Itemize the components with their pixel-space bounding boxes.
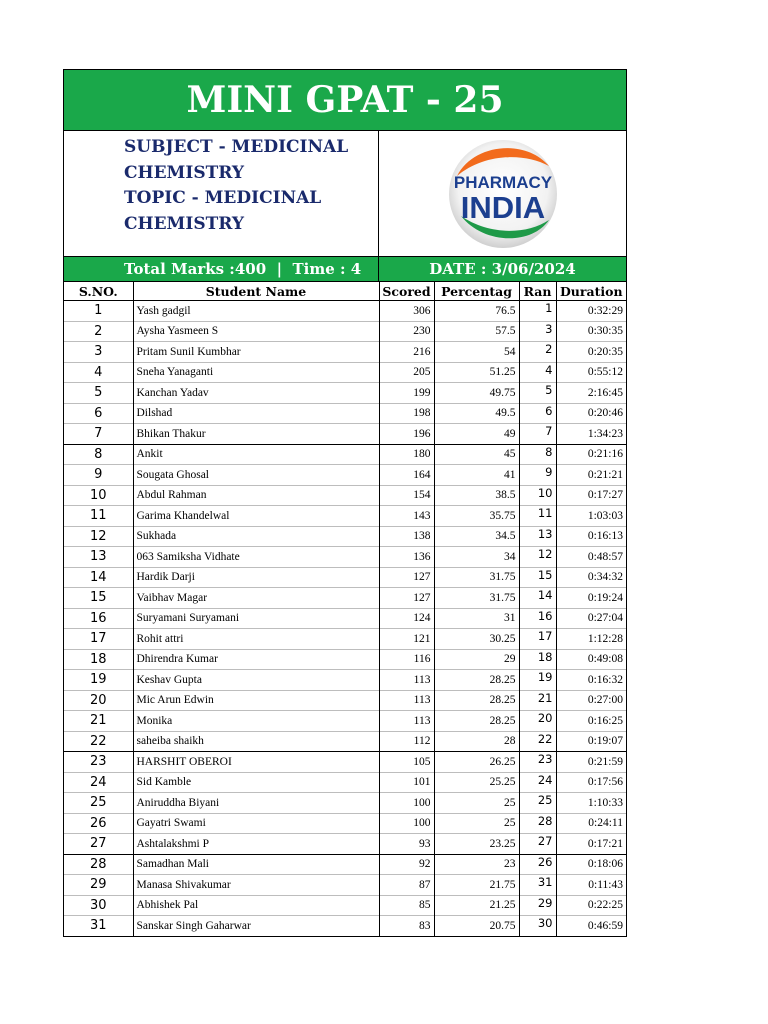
col-header-scored: Scored (379, 282, 434, 301)
subject-line: SUBJECT - MEDICINAL (124, 137, 349, 157)
cell-rank: 15 (519, 567, 556, 588)
cell-duration: 0:11:43 (556, 875, 626, 896)
meta-bar (64, 257, 626, 282)
topic-line: TOPIC - MEDICINAL (124, 188, 322, 208)
cell-duration: 0:16:32 (556, 670, 626, 691)
col-header-sno: S.NO. (64, 282, 133, 301)
cell-percentage: 34.5 (434, 526, 519, 547)
cell-rank: 30 (519, 916, 556, 936)
cell-percentage: 23.25 (434, 834, 519, 855)
cell-rank: 31 (519, 875, 556, 896)
cell-percentage: 38.5 (434, 485, 519, 506)
table-row (64, 403, 626, 424)
table-header-row (64, 282, 626, 301)
cell-student-name: Samadhan Mali (133, 854, 379, 875)
cell-sno: 28 (64, 854, 133, 875)
cell-rank: 12 (519, 547, 556, 568)
cell-student-name: Abhishek Pal (133, 895, 379, 916)
cell-duration: 0:27:00 (556, 690, 626, 711)
cell-rank: 13 (519, 526, 556, 547)
table-row (64, 731, 626, 752)
cell-duration: 0:22:25 (556, 895, 626, 916)
table-row (64, 444, 626, 465)
cell-percentage: 41 (434, 465, 519, 486)
sheet-title: MINI GPAT - 25 (64, 70, 626, 131)
table-row (64, 834, 626, 855)
cell-rank: 7 (519, 424, 556, 445)
cell-student-name: Vaibhav Magar (133, 588, 379, 609)
marks-time-label: Total Marks :400 | Time : 4 (64, 257, 379, 281)
cell-student-name: Garima Khandelwal (133, 506, 379, 527)
cell-rank: 22 (519, 731, 556, 752)
cell-sno: 5 (64, 383, 133, 404)
cell-percentage: 28.25 (434, 690, 519, 711)
cell-student-name: Bhikan Thakur (133, 424, 379, 445)
info-section (64, 131, 626, 257)
cell-rank: 1 (519, 301, 556, 322)
cell-rank: 19 (519, 670, 556, 691)
cell-student-name: Sukhada (133, 526, 379, 547)
cell-duration: 0:20:46 (556, 403, 626, 424)
cell-percentage: 51.25 (434, 362, 519, 383)
cell-percentage: 23 (434, 854, 519, 875)
cell-sno: 20 (64, 690, 133, 711)
cell-percentage: 49.5 (434, 403, 519, 424)
cell-duration: 0:21:21 (556, 465, 626, 486)
cell-duration: 0:34:32 (556, 567, 626, 588)
cell-sno: 25 (64, 793, 133, 814)
cell-duration: 0:17:27 (556, 485, 626, 506)
table-row (64, 649, 626, 670)
cell-scored: 85 (379, 895, 434, 916)
cell-scored: 112 (379, 731, 434, 752)
cell-student-name: Ashtalakshmi P (133, 834, 379, 855)
cell-student-name: Manasa Shivakumar (133, 875, 379, 896)
cell-scored: 230 (379, 321, 434, 342)
cell-student-name: Aniruddha Biyani (133, 793, 379, 814)
table-row (64, 608, 626, 629)
cell-student-name: Keshav Gupta (133, 670, 379, 691)
cell-sno: 26 (64, 813, 133, 834)
cell-sno: 10 (64, 485, 133, 506)
cell-sno: 4 (64, 362, 133, 383)
cell-percentage: 34 (434, 547, 519, 568)
table-row (64, 526, 626, 547)
cell-sno: 7 (64, 424, 133, 445)
cell-student-name: Dilshad (133, 403, 379, 424)
cell-scored: 216 (379, 342, 434, 363)
cell-student-name: Abdul Rahman (133, 485, 379, 506)
cell-scored: 116 (379, 649, 434, 670)
cell-scored: 113 (379, 670, 434, 691)
table-row (64, 895, 626, 916)
cell-sno: 19 (64, 670, 133, 691)
table-row (64, 506, 626, 527)
cell-rank: 20 (519, 711, 556, 732)
logo-text-india: INDIA (460, 189, 545, 225)
table-row (64, 342, 626, 363)
cell-percentage: 57.5 (434, 321, 519, 342)
cell-student-name: Sanskar Singh Gaharwar (133, 916, 379, 936)
table-row (64, 383, 626, 404)
cell-rank: 25 (519, 793, 556, 814)
cell-rank: 26 (519, 854, 556, 875)
cell-duration: 1:03:03 (556, 506, 626, 527)
table-row (64, 875, 626, 896)
table-row (64, 301, 626, 322)
cell-duration: 0:19:24 (556, 588, 626, 609)
cell-percentage: 76.5 (434, 301, 519, 322)
cell-scored: 199 (379, 383, 434, 404)
table-row (64, 752, 626, 773)
cell-percentage: 21.25 (434, 895, 519, 916)
table-row (64, 854, 626, 875)
cell-sno: 27 (64, 834, 133, 855)
logo-cell (379, 131, 626, 256)
cell-sno: 8 (64, 444, 133, 465)
cell-duration: 0:16:25 (556, 711, 626, 732)
cell-scored: 154 (379, 485, 434, 506)
cell-percentage: 26.25 (434, 752, 519, 773)
cell-scored: 100 (379, 793, 434, 814)
cell-student-name: Gayatri Swami (133, 813, 379, 834)
cell-rank: 29 (519, 895, 556, 916)
cell-student-name: 063 Samiksha Vidhate (133, 547, 379, 568)
cell-sno: 1 (64, 301, 133, 322)
cell-sno: 23 (64, 752, 133, 773)
logo-text-pharmacy: PHARMACY (453, 172, 552, 192)
cell-percentage: 49 (434, 424, 519, 445)
table-row (64, 321, 626, 342)
cell-rank: 11 (519, 506, 556, 527)
cell-sno: 21 (64, 711, 133, 732)
cell-student-name: Pritam Sunil Kumbhar (133, 342, 379, 363)
table-row (64, 362, 626, 383)
cell-percentage: 20.75 (434, 916, 519, 936)
cell-student-name: Yash gadgil (133, 301, 379, 322)
cell-scored: 143 (379, 506, 434, 527)
cell-percentage: 54 (434, 342, 519, 363)
table-row (64, 629, 626, 650)
topic-line: CHEMISTRY (124, 213, 244, 234)
cell-scored: 93 (379, 834, 434, 855)
cell-sno: 30 (64, 895, 133, 916)
cell-student-name: Sneha Yanaganti (133, 362, 379, 383)
cell-scored: 105 (379, 752, 434, 773)
table-row (64, 916, 626, 936)
cell-rank: 14 (519, 588, 556, 609)
table-row (64, 670, 626, 691)
cell-student-name: Suryamani Suryamani (133, 608, 379, 629)
cell-sno: 12 (64, 526, 133, 547)
cell-percentage: 21.75 (434, 875, 519, 896)
cell-percentage: 28.25 (434, 711, 519, 732)
cell-percentage: 31.75 (434, 588, 519, 609)
cell-scored: 164 (379, 465, 434, 486)
cell-duration: 1:10:33 (556, 793, 626, 814)
cell-percentage: 25.25 (434, 772, 519, 793)
table-row (64, 567, 626, 588)
results-table (64, 282, 626, 936)
cell-student-name: Kanchan Yadav (133, 383, 379, 404)
cell-student-name: Monika (133, 711, 379, 732)
pharmacy-india-logo (443, 136, 563, 252)
cell-rank: 16 (519, 608, 556, 629)
cell-scored: 101 (379, 772, 434, 793)
table-row (64, 793, 626, 814)
cell-duration: 0:48:57 (556, 547, 626, 568)
cell-duration: 0:17:56 (556, 772, 626, 793)
table-row (64, 547, 626, 568)
cell-scored: 113 (379, 690, 434, 711)
cell-scored: 124 (379, 608, 434, 629)
cell-duration: 0:21:59 (556, 752, 626, 773)
cell-duration: 0:27:04 (556, 608, 626, 629)
cell-rank: 2 (519, 342, 556, 363)
table-row (64, 424, 626, 445)
table-row (64, 588, 626, 609)
cell-rank: 6 (519, 403, 556, 424)
col-header-duration: Duration (556, 282, 626, 301)
cell-duration: 0:18:06 (556, 854, 626, 875)
cell-rank: 4 (519, 362, 556, 383)
cell-percentage: 28.25 (434, 670, 519, 691)
cell-student-name: saheiba shaikh (133, 731, 379, 752)
cell-rank: 28 (519, 813, 556, 834)
cell-duration: 0:16:13 (556, 526, 626, 547)
cell-sno: 31 (64, 916, 133, 936)
cell-duration: 0:17:21 (556, 834, 626, 855)
col-header-rank: Ran (519, 282, 556, 301)
cell-sno: 22 (64, 731, 133, 752)
cell-percentage: 25 (434, 813, 519, 834)
cell-sno: 14 (64, 567, 133, 588)
cell-sno: 13 (64, 547, 133, 568)
cell-percentage: 28 (434, 731, 519, 752)
cell-rank: 8 (519, 444, 556, 465)
cell-scored: 87 (379, 875, 434, 896)
cell-duration: 1:12:28 (556, 629, 626, 650)
cell-percentage: 31 (434, 608, 519, 629)
col-header-percentage: Percentag (434, 282, 519, 301)
cell-scored: 138 (379, 526, 434, 547)
table-row (64, 690, 626, 711)
cell-scored: 180 (379, 444, 434, 465)
cell-duration: 0:19:07 (556, 731, 626, 752)
cell-rank: 10 (519, 485, 556, 506)
cell-student-name: Sougata Ghosal (133, 465, 379, 486)
table-row (64, 711, 626, 732)
cell-scored: 306 (379, 301, 434, 322)
cell-sno: 17 (64, 629, 133, 650)
cell-scored: 100 (379, 813, 434, 834)
cell-sno: 6 (64, 403, 133, 424)
cell-duration: 0:46:59 (556, 916, 626, 936)
cell-student-name: Rohit attri (133, 629, 379, 650)
cell-scored: 198 (379, 403, 434, 424)
date-label: DATE : 3/06/2024 (429, 260, 576, 278)
cell-duration: 1:34:23 (556, 424, 626, 445)
cell-student-name: Mic Arun Edwin (133, 690, 379, 711)
table-row (64, 485, 626, 506)
cell-rank: 5 (519, 383, 556, 404)
cell-percentage: 30.25 (434, 629, 519, 650)
result-sheet (63, 69, 627, 937)
cell-rank: 24 (519, 772, 556, 793)
cell-scored: 127 (379, 588, 434, 609)
cell-duration: 0:20:35 (556, 342, 626, 363)
table-row (64, 465, 626, 486)
cell-duration: 0:21:16 (556, 444, 626, 465)
cell-sno: 2 (64, 321, 133, 342)
cell-student-name: Sid Kamble (133, 772, 379, 793)
cell-duration: 0:24:11 (556, 813, 626, 834)
cell-rank: 18 (519, 649, 556, 670)
cell-student-name: HARSHIT OBEROI (133, 752, 379, 773)
table-row (64, 772, 626, 793)
cell-percentage: 31.75 (434, 567, 519, 588)
cell-student-name: Aysha Yasmeen S (133, 321, 379, 342)
subject-line: CHEMISTRY (124, 162, 244, 183)
cell-duration: 0:55:12 (556, 362, 626, 383)
cell-duration: 0:32:29 (587, 304, 623, 317)
cell-student-name: Ankit (133, 444, 379, 465)
cell-duration: 0:49:08 (556, 649, 626, 670)
table-row (64, 813, 626, 834)
cell-scored: 121 (379, 629, 434, 650)
cell-rank: 3 (519, 321, 556, 342)
cell-scored: 83 (379, 916, 434, 936)
cell-scored: 196 (379, 424, 434, 445)
cell-rank: 23 (519, 752, 556, 773)
cell-percentage: 49.75 (434, 383, 519, 404)
cell-sno: 18 (64, 649, 133, 670)
cell-sno: 3 (64, 342, 133, 363)
cell-percentage: 25 (434, 793, 519, 814)
cell-student-name: Hardik Darji (133, 567, 379, 588)
cell-scored: 205 (379, 362, 434, 383)
cell-scored: 127 (379, 567, 434, 588)
cell-sno: 29 (64, 875, 133, 896)
cell-rank: 27 (519, 834, 556, 855)
cell-scored: 92 (379, 854, 434, 875)
cell-percentage: 35.75 (434, 506, 519, 527)
cell-rank: 17 (519, 629, 556, 650)
cell-sno: 16 (64, 608, 133, 629)
cell-sno: 15 (64, 588, 133, 609)
cell-scored: 136 (379, 547, 434, 568)
cell-percentage: 45 (434, 444, 519, 465)
cell-percentage: 29 (434, 649, 519, 670)
cell-sno: 11 (64, 506, 133, 527)
cell-sno: 9 (64, 465, 133, 486)
col-header-name: Student Name (133, 282, 379, 301)
cell-rank: 21 (519, 690, 556, 711)
subject-topic-block (64, 131, 379, 256)
cell-rank: 9 (519, 465, 556, 486)
cell-student-name: Dhirendra Kumar (133, 649, 379, 670)
cell-duration: 0:30:35 (556, 321, 626, 342)
cell-scored: 113 (379, 711, 434, 732)
cell-sno: 24 (64, 772, 133, 793)
cell-duration: 2:16:45 (556, 383, 626, 404)
